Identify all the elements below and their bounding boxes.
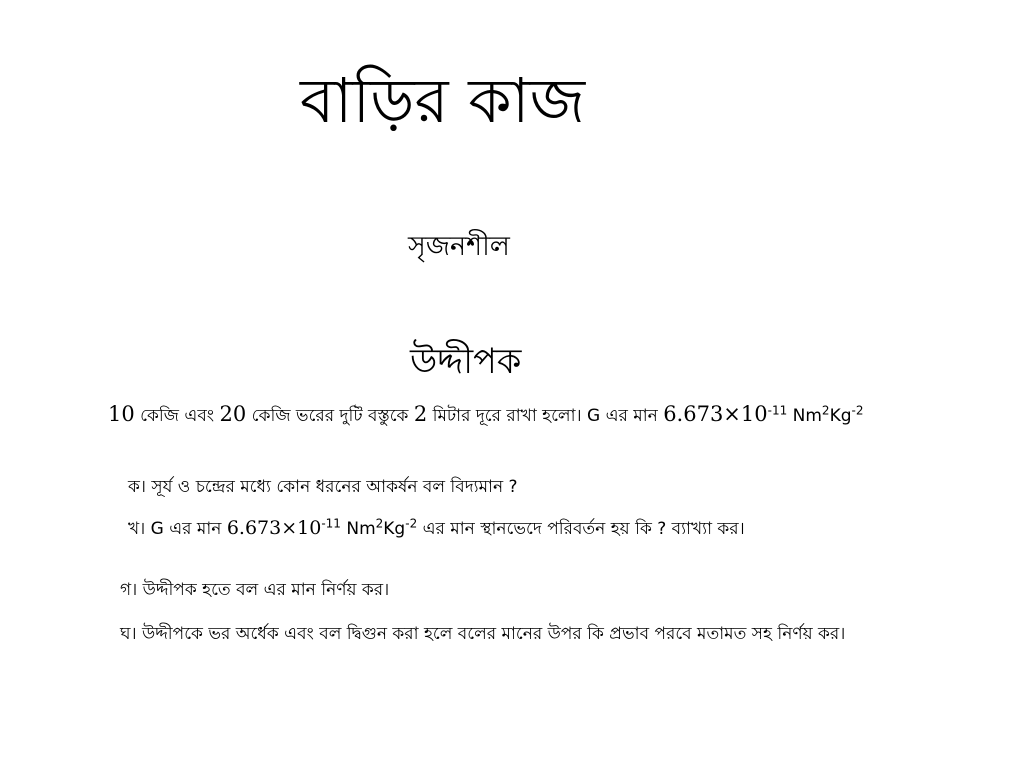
g-exponent: -11: [321, 516, 341, 531]
unit-nm: Nm: [787, 406, 822, 426]
question-gha: ঘ। উদ্দীপকে ভর অর্ধেক এবং বল দ্বিগুন করা হলে বলের মানের উপর কি প্রভাব পরবে মতামত সহ নির্ণয় কর।: [120, 624, 846, 644]
stimulus-text: [108, 402, 863, 431]
unit-kg-exponent: -2: [405, 516, 418, 531]
g-exponent: -11: [767, 403, 788, 418]
question-kha: [128, 516, 745, 544]
question-kha-prefix: খ। G এর মান: [128, 519, 227, 539]
unit-nm-exponent: 2: [821, 403, 830, 418]
stimulus-text-part: কেজি ভরের দুটি বস্তুকে: [246, 406, 414, 426]
question-ka: ক। সূর্য ও চন্দ্রের মধ্যে কোন ধরনের আকর্ষন বল বিদ্যমান ?: [128, 477, 518, 497]
section-subtitle: সৃজনশীল: [408, 231, 510, 262]
unit-nm-exponent: 2: [375, 516, 384, 531]
stimulus-heading: উদ্দীপক: [410, 342, 522, 382]
unit-nm: Nm: [340, 519, 376, 539]
unit-kg: Kg: [829, 406, 852, 426]
unit-kg-exponent: -2: [851, 403, 864, 418]
mass-two: 20: [219, 402, 247, 426]
g-value: 6.673×10: [663, 402, 768, 426]
g-value: 6.673×10: [226, 517, 322, 539]
stimulus-text-part: কেজি এবং: [134, 406, 220, 426]
distance-value: 2: [413, 402, 428, 426]
question-ga: গ। উদ্দীপক হতে বল এর মান নির্ণয় কর।: [120, 580, 390, 600]
question-kha-suffix: এর মান স্থানভেদে পরিবর্তন হয় কি ? ব্যাখ্যা কর।: [417, 519, 745, 539]
page-title: বাড়ির কাজ: [300, 64, 586, 137]
stimulus-text-part: মিটার দূরে রাখা হলো। G এর মান: [427, 406, 664, 426]
unit-kg: Kg: [383, 519, 406, 539]
mass-one: 10: [108, 402, 135, 426]
